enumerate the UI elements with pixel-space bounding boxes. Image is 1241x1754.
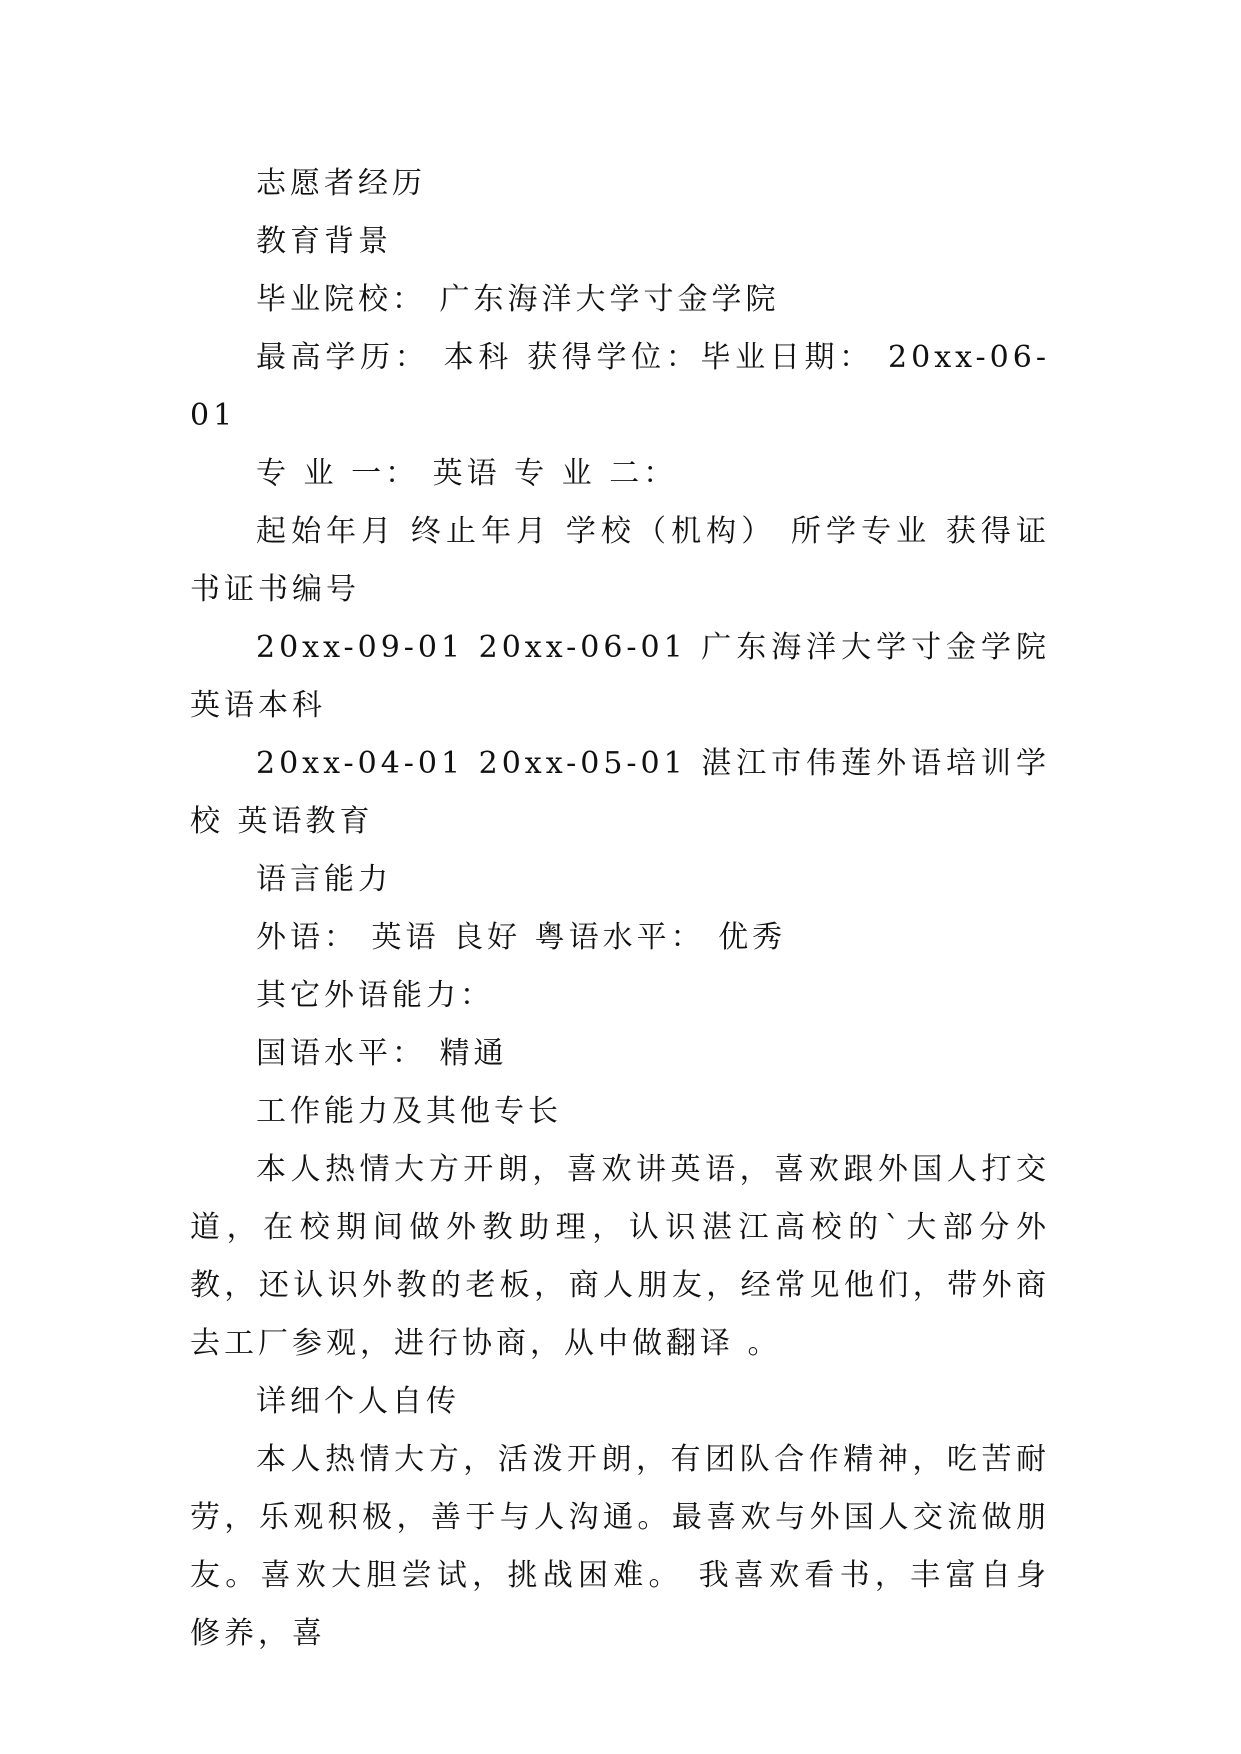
paragraph-skills-heading: 工作能力及其他专长	[256, 1094, 562, 1129]
paragraph-skills-body: 本人热情大方开朗，喜欢讲英语，喜欢跟外国人打交道，在校期间做外教助理，认识湛江高校的`大部分外教，还认识外教的老板，商人朋友，经常见他们，带外商去工厂参观，进行协商，从中做翻译 。	[190, 1152, 1050, 1361]
paragraph-education-row-1: 20xx-09-01 20xx-06-01 广东海洋大学寸金学院 英语本科	[190, 630, 1064, 723]
paragraph-foreign-language: 外语： 英语 良好 粤语水平： 优秀	[256, 920, 787, 955]
paragraph-majors: 专 业 一： 英语 专 业 二：	[256, 456, 678, 491]
document-body	[190, 155, 1064, 1663]
paragraph-language-heading: 语言能力	[256, 862, 392, 897]
paragraph-autobiography-body: 本人热情大方，活泼开朗，有团队合作精神，吃苦耐劳，乐观积极，善于与人沟通。最喜欢与外国人交流做朋友。喜欢大胆尝试，挑战困难。 我喜欢看书，丰富自身修养，喜	[190, 1442, 1050, 1651]
paragraph-autobiography-heading: 详细个人自传	[256, 1384, 460, 1419]
paragraph-graduate-school: 毕业院校： 广东海洋大学寸金学院	[256, 282, 780, 317]
paragraph-volunteer-heading: 志愿者经历	[256, 166, 426, 201]
paragraph-mandarin-level: 国语水平： 精通	[256, 1036, 508, 1071]
paragraph-education-table-header: 起始年月 终止年月 学校（机构） 所学专业 获得证书证书编号	[190, 514, 1050, 607]
paragraph-highest-degree: 最高学历： 本科 获得学位：毕业日期： 20xx-06-01	[190, 340, 1050, 433]
paragraph-education-heading: 教育背景	[256, 224, 392, 259]
paragraph-other-language: 其它外语能力：	[256, 978, 494, 1013]
paragraph-education-row-2: 20xx-04-01 20xx-05-01 湛江市伟莲外语培训学校 英语教育	[190, 746, 1050, 839]
